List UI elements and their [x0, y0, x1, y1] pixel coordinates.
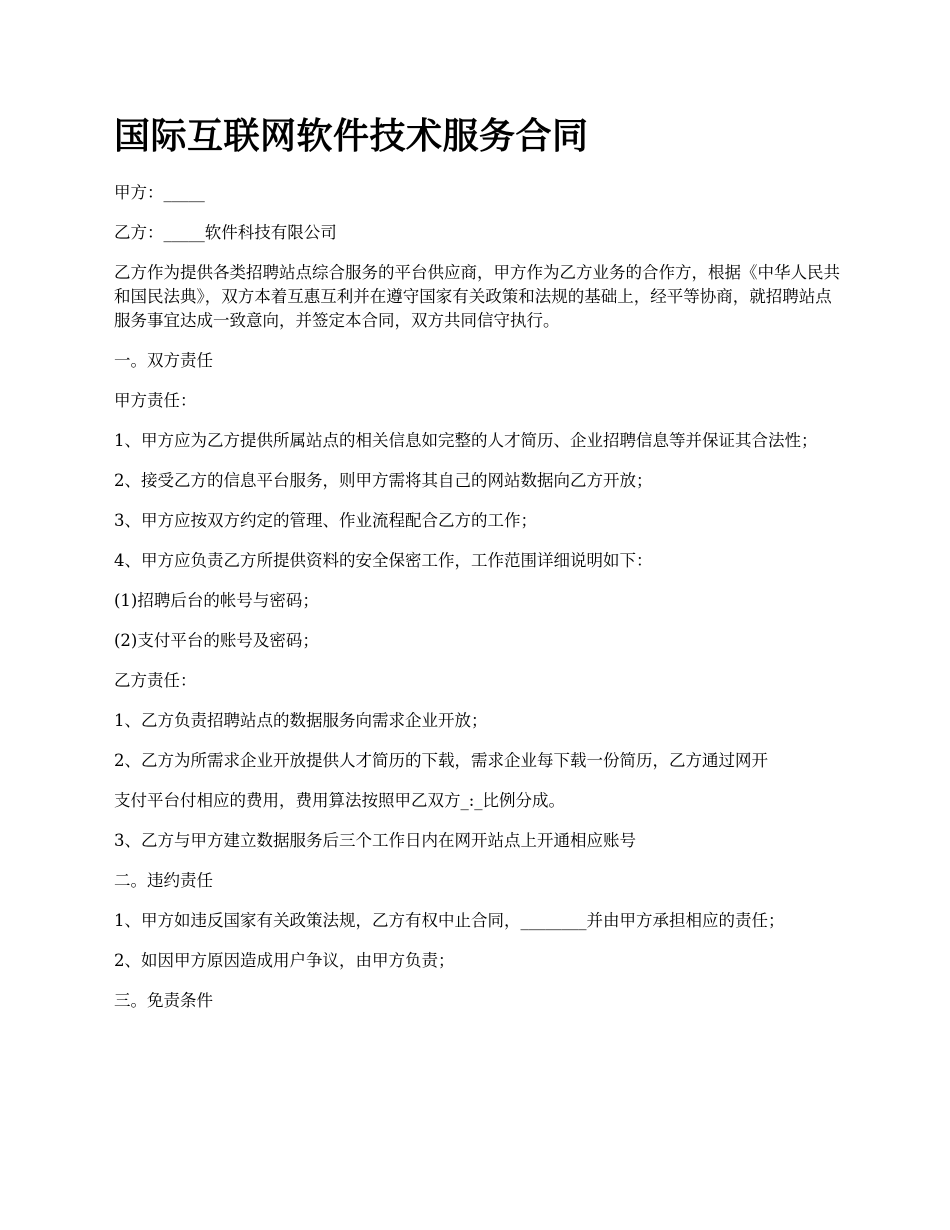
- document-title: 国际互联网软件技术服务合同: [114, 115, 589, 157]
- party-a-clause-3: 3、甲方应按双方约定的管理、作业流程配合乙方的工作；: [114, 511, 537, 530]
- document-body: [114, 181, 844, 1013]
- section-heading-liability: 二。违约责任: [114, 871, 213, 890]
- party-a-line: 甲方：_____: [114, 183, 205, 202]
- party-a-subclause-1: (1)招聘后台的帐号与密码；: [114, 591, 319, 610]
- party-b-clause-3: 3、乙方与甲方建立数据服务后三个工作日内在网开站点上开通相应账号: [114, 831, 636, 850]
- party-b-clause-2-continued: 支付平台付相应的费用，费用算法按照甲乙双方_:_比例分成。: [114, 791, 566, 810]
- party-b-clause-1: 1、乙方负责招聘站点的数据服务向需求企业开放；: [114, 711, 488, 730]
- section-heading-exemption: 三。免责条件: [114, 991, 213, 1010]
- party-b-clause-2: 2、乙方为所需求企业开放提供人才简历的下载，需求企业每下载一份简历，乙方通过网开: [114, 751, 768, 770]
- party-b-line: 乙方：_____软件科技有限公司: [114, 223, 337, 242]
- section-heading-responsibilities: 一。双方责任: [114, 351, 213, 370]
- party-a-clause-4: 4、甲方应负责乙方所提供资料的安全保密工作，工作范围详细说明如下：: [114, 551, 653, 570]
- preamble-paragraph: 乙方作为提供各类招聘站点综合服务的平台供应商，甲方作为乙方业务的合作方，根据《中华人民共和国民法典》，双方本着互惠互利并在遵守国家有关政策和法规的基础上，经平等协商，就招聘站点服务事宜达成一致意向，并签定本合同，双方共同信守执行。: [114, 263, 840, 330]
- document-page: [114, 0, 844, 1029]
- liability-clause-1: 1、甲方如违反国家有关政策法规，乙方有权中止合同，________并由甲方承担相应的责任；: [114, 911, 785, 930]
- party-b-responsibilities-heading: 乙方责任：: [114, 671, 197, 690]
- party-a-clause-1: 1、甲方应为乙方提供所属站点的相关信息如完整的人才简历、企业招聘信息等并保证其合法性；: [114, 431, 818, 450]
- party-a-responsibilities-heading: 甲方责任：: [114, 391, 197, 410]
- liability-clause-2: 2、如因甲方原因造成用户争议，由甲方负责；: [114, 951, 455, 970]
- party-a-clause-2: 2、接受乙方的信息平台服务，则甲方需将其自己的网站数据向乙方开放；: [114, 471, 653, 490]
- party-a-subclause-2: (2)支付平台的账号及密码；: [114, 631, 319, 650]
